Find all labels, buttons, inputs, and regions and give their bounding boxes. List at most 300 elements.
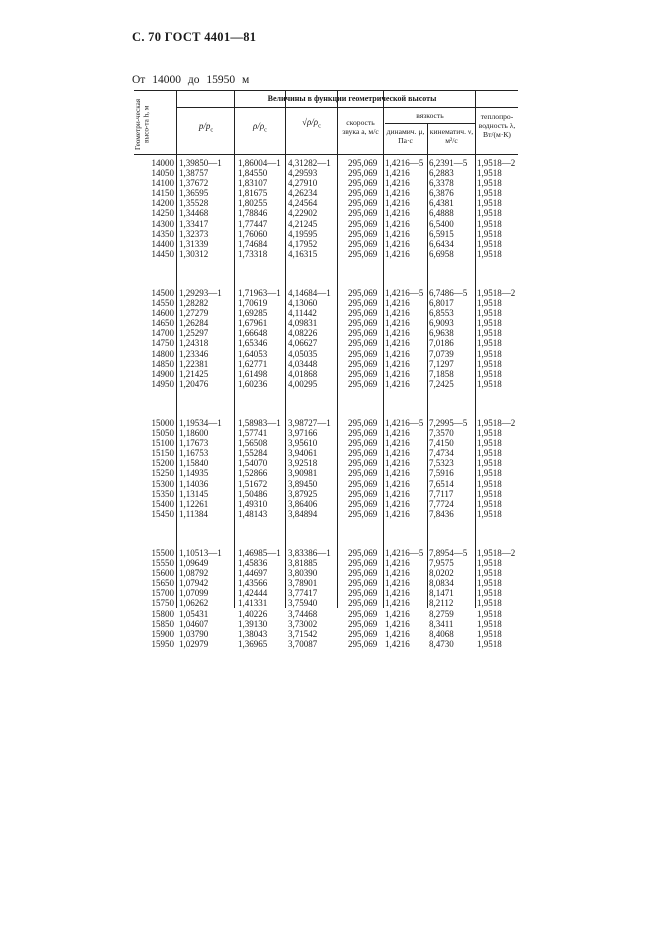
table-row <box>134 229 518 239</box>
table-cell: 295,069 <box>348 568 378 579</box>
table-cell: 295,069 <box>348 328 378 339</box>
table-row <box>134 568 518 578</box>
table-cell: 1,26284 <box>179 318 209 329</box>
table-cell: 1,4216 <box>385 578 410 589</box>
table-cell: 1,9518 <box>477 558 502 569</box>
table-cell: 14700 <box>151 328 174 339</box>
table-cell: 4,03448 <box>288 358 318 369</box>
table-cell: 1,31339 <box>179 238 209 249</box>
table-cell: 295,069 <box>348 318 378 329</box>
table-row <box>134 489 518 499</box>
table-cell: 3,70087 <box>288 638 318 649</box>
table-cell: 3,77417 <box>288 588 318 599</box>
table-cell: 3,94061 <box>288 448 318 459</box>
table-cell: 4,13060 <box>288 298 318 309</box>
table-cell: 3,87925 <box>288 488 318 499</box>
table-cell: 1,67961 <box>238 318 268 329</box>
table-cell: 1,4216—5 <box>385 158 424 168</box>
table-cell: 1,54070 <box>238 458 268 469</box>
table-cell: 1,40226 <box>238 608 268 619</box>
table-cell: 1,9518 <box>477 358 502 369</box>
table-cell: 1,07942 <box>179 578 209 589</box>
table-cell: 1,9518 <box>477 218 502 229</box>
table-cell: 6,9638 <box>429 328 454 339</box>
table-row <box>134 499 518 509</box>
table-cell: 15250 <box>151 468 174 479</box>
table-cell: 295,069 <box>348 348 378 359</box>
table-cell: 1,29293—1 <box>179 288 222 298</box>
table-cell: 1,57741 <box>238 428 268 439</box>
table-cell: 6,3876 <box>429 188 454 199</box>
table-cell: 1,38757 <box>179 168 209 179</box>
table-cell: 1,9518 <box>477 638 502 649</box>
table-cell: 1,70619 <box>238 298 268 309</box>
table-cell: 1,19534—1 <box>179 418 222 428</box>
table-cell: 1,04607 <box>179 618 209 629</box>
table-cell: 1,84550 <box>238 168 268 179</box>
table-cell: 1,73318 <box>238 248 268 259</box>
table-cell: 7,4734 <box>429 448 454 459</box>
table-cell: 14050 <box>151 168 174 179</box>
table-cell: 1,4216 <box>385 168 410 179</box>
table-cell: 1,9518 <box>477 238 502 249</box>
table-cell: 1,9518 <box>477 328 502 339</box>
table-cell: 295,069 <box>348 208 378 219</box>
table-cell: 1,9518 <box>477 598 502 609</box>
range-to: 15950 <box>206 74 236 86</box>
table-cell: 295,069 <box>348 438 378 449</box>
table-row <box>134 188 518 198</box>
table-cell: 8,4730 <box>429 638 454 649</box>
table-cell: 1,9518 <box>477 478 502 489</box>
table-cell: 1,4216—5 <box>385 288 424 298</box>
table-cell: 1,9518 <box>477 428 502 439</box>
table-cell: 6,8553 <box>429 308 454 319</box>
table-cell: 295,069 <box>348 488 378 499</box>
table-cell: 4,22902 <box>288 208 318 219</box>
table-cell: 295,069 <box>348 498 378 509</box>
table-cell: 1,08792 <box>179 568 209 579</box>
table-cell: 1,51672 <box>238 478 268 489</box>
table-cell: 15150 <box>151 448 174 459</box>
table-cell: 1,4216 <box>385 188 410 199</box>
table-cell: 1,78846 <box>238 208 268 219</box>
table-cell: 1,07099 <box>179 588 209 599</box>
table-cell: 14150 <box>151 188 174 199</box>
table-row <box>134 239 518 249</box>
table-cell: 1,20476 <box>179 378 209 389</box>
table-row <box>134 578 518 588</box>
table-cell: 295,069 <box>348 478 378 489</box>
table-cell: 15500 <box>151 548 174 558</box>
table-cell: 1,44697 <box>238 568 268 579</box>
table-cell: 1,4216 <box>385 218 410 229</box>
table-cell: 1,38043 <box>238 628 268 639</box>
table-cell: 7,4150 <box>429 438 454 449</box>
sound-speed-header: скорость звука a, м/с <box>342 118 379 136</box>
table-cell: 1,9518—2 <box>477 288 516 298</box>
table-cell: 295,069 <box>348 428 378 439</box>
table-cell: 15950 <box>151 638 174 649</box>
header-bottom-rule <box>134 154 518 155</box>
table-cell: 1,71963—1 <box>238 288 281 298</box>
table-cell: 1,4216 <box>385 358 410 369</box>
table-cell: 8,2112 <box>429 598 454 609</box>
table-cell: 7,0739 <box>429 348 454 359</box>
table-cell: 3,89450 <box>288 478 318 489</box>
table-cell: 6,8017 <box>429 298 454 309</box>
table-cell: 15200 <box>151 458 174 469</box>
table-cell: 7,8436 <box>429 508 454 519</box>
table-cell: 295,069 <box>348 558 378 569</box>
viscosity-group-header: вязкость <box>416 111 444 120</box>
table-cell: 295,069 <box>348 198 378 209</box>
table-cell: 14000 <box>151 158 174 168</box>
table-cell: 14900 <box>151 368 174 379</box>
table-cell: 1,4216 <box>385 308 410 319</box>
table-cell: 1,4216—5 <box>385 418 424 428</box>
table-cell: 15050 <box>151 428 174 439</box>
page-header: С. 70 ГОСТ 4401—81 <box>132 30 257 44</box>
table-cell: 1,69285 <box>238 308 268 319</box>
table-cell: 1,9518 <box>477 578 502 589</box>
table-cell: 1,43566 <box>238 578 268 589</box>
table-cell: 295,069 <box>348 168 378 179</box>
table-cell: 1,66648 <box>238 328 268 339</box>
table-cell: 295,069 <box>348 458 378 469</box>
table-cell: 1,22381 <box>179 358 209 369</box>
table-cell: 14450 <box>151 248 174 259</box>
table-cell: 1,17673 <box>179 438 209 449</box>
table-top-rule <box>134 90 518 91</box>
table-cell: 4,26234 <box>288 188 318 199</box>
table-cell: 1,80255 <box>238 198 268 209</box>
row-group <box>134 158 518 259</box>
table-row <box>134 609 518 619</box>
table-cell: 1,65346 <box>238 338 268 349</box>
table-cell: 1,30312 <box>179 248 209 259</box>
table-cell: 1,4216 <box>385 588 410 599</box>
table-cell: 295,069 <box>348 218 378 229</box>
table-cell: 1,23346 <box>179 348 209 359</box>
table-cell: 1,4216 <box>385 428 410 439</box>
table-row <box>134 178 518 188</box>
table-cell: 1,4216 <box>385 458 410 469</box>
table-cell: 1,32373 <box>179 228 209 239</box>
table-cell: 1,74684 <box>238 238 268 249</box>
height-range <box>132 74 253 86</box>
table-cell: 3,73002 <box>288 618 318 629</box>
table-row <box>134 298 518 308</box>
table-cell: 1,4216 <box>385 508 410 519</box>
table-cell: 1,9518—2 <box>477 418 516 428</box>
range-to-label: до <box>187 74 200 86</box>
table-cell: 1,4216 <box>385 608 410 619</box>
table-cell: 3,86406 <box>288 498 318 509</box>
table-cell: 4,09831 <box>288 318 318 329</box>
table-cell: 6,5915 <box>429 228 454 239</box>
table-cell: 1,06262 <box>179 598 209 609</box>
table-cell: 3,81885 <box>288 558 318 569</box>
table-row <box>134 619 518 629</box>
table-cell: 295,069 <box>348 508 378 519</box>
table-cell: 1,9518 <box>477 188 502 199</box>
table-cell: 3,92518 <box>288 458 318 469</box>
table-cell: 1,09649 <box>179 558 209 569</box>
table-cell: 14400 <box>151 238 174 249</box>
table-cell: 7,3570 <box>429 428 454 439</box>
table-row <box>134 208 518 218</box>
table-cell: 1,46985—1 <box>238 548 281 558</box>
table-cell: 15350 <box>151 488 174 499</box>
table-cell: 295,069 <box>348 448 378 459</box>
table-cell: 1,34468 <box>179 208 209 219</box>
atmosphere-table <box>134 90 518 649</box>
table-cell: 3,78901 <box>288 578 318 589</box>
table-cell: 1,9518 <box>477 348 502 359</box>
table-cell: 8,3411 <box>429 618 454 629</box>
table-row <box>134 468 518 478</box>
table-cell: 3,95610 <box>288 438 318 449</box>
table-cell: 3,90981 <box>288 468 318 479</box>
table-cell: 8,0834 <box>429 578 454 589</box>
table-cell: 1,4216 <box>385 208 410 219</box>
table-cell: 1,9518 <box>477 338 502 349</box>
table-cell: 1,45836 <box>238 558 268 569</box>
table-cell: 295,069 <box>348 638 378 649</box>
table-row <box>134 168 518 178</box>
table-cell: 8,2759 <box>429 608 454 619</box>
table-cell: 15300 <box>151 478 174 489</box>
table-cell: 1,4216 <box>385 568 410 579</box>
kinematic-viscosity-header: кинематич. ν, м²/с <box>429 127 474 145</box>
table-cell: 6,2391—5 <box>429 158 468 168</box>
table-cell: 1,9518 <box>477 468 502 479</box>
table-cell: 1,55284 <box>238 448 268 459</box>
table-cell: 1,14935 <box>179 468 209 479</box>
table-cell: 1,4216 <box>385 498 410 509</box>
table-cell: 3,75940 <box>288 598 318 609</box>
table-cell: 6,5400 <box>429 218 454 229</box>
table-cell: 1,9518 <box>477 448 502 459</box>
row-group <box>134 548 518 649</box>
table-cell: 1,4216 <box>385 238 410 249</box>
table-row <box>134 629 518 639</box>
range-from-label: От <box>132 74 146 86</box>
table-cell: 1,16753 <box>179 448 209 459</box>
table-cell: 6,7486—5 <box>429 288 468 298</box>
table-cell: 14500 <box>151 288 174 298</box>
table-row <box>134 308 518 318</box>
table-cell: 1,4216 <box>385 438 410 449</box>
table-cell: 1,52866 <box>238 468 268 479</box>
table-cell: 1,61498 <box>238 368 268 379</box>
table-cell: 1,81675 <box>238 188 268 199</box>
table-cell: 295,069 <box>348 418 378 428</box>
table-cell: 295,069 <box>348 298 378 309</box>
table-cell: 14550 <box>151 298 174 309</box>
table-cell: 1,9518 <box>477 168 502 179</box>
table-cell: 4,00295 <box>288 378 318 389</box>
table-cell: 4,24564 <box>288 198 318 209</box>
dynamic-viscosity-header: динамич. μ, Па·с <box>386 127 425 145</box>
table-cell: 1,9518 <box>477 568 502 579</box>
density-ratio-header: $\rho/\rho_c$ <box>253 121 267 134</box>
table-cell: 1,18600 <box>179 428 209 439</box>
table-cell: 295,069 <box>348 588 378 599</box>
table-row <box>134 158 518 168</box>
table-cell: 1,24318 <box>179 338 209 349</box>
table-cell: 295,069 <box>348 158 378 168</box>
table-cell: 4,06627 <box>288 338 318 349</box>
table-cell: 295,069 <box>348 308 378 319</box>
table-cell: 1,37672 <box>179 178 209 189</box>
table-cell: 1,41331 <box>238 598 268 609</box>
table-cell: 6,3378 <box>429 178 454 189</box>
table-cell: 1,35528 <box>179 198 209 209</box>
table-cell: 1,50486 <box>238 488 268 499</box>
thermal-conductivity-header: теплопро-водность λ, Вт/(м·К) <box>478 112 516 139</box>
table-cell: 4,17952 <box>288 238 318 249</box>
table-cell: 1,9518 <box>477 208 502 219</box>
table-cell: 1,9518 <box>477 628 502 639</box>
table-cell: 1,77447 <box>238 218 268 229</box>
table-cell: 295,069 <box>348 468 378 479</box>
table-row <box>134 438 518 448</box>
table-cell: 3,97166 <box>288 428 318 439</box>
table-cell: 1,9518—2 <box>477 548 516 558</box>
table-cell: 6,4888 <box>429 208 454 219</box>
table-cell: 7,7724 <box>429 498 454 509</box>
table-cell: 15800 <box>151 608 174 619</box>
table-cell: 4,08226 <box>288 328 318 339</box>
table-cell: 295,069 <box>348 368 378 379</box>
table-row <box>134 509 518 519</box>
table-cell: 295,069 <box>348 618 378 629</box>
table-cell: 1,76060 <box>238 228 268 239</box>
table-cell: 295,069 <box>348 358 378 369</box>
table-cell: 4,16315 <box>288 248 318 259</box>
table-cell: 6,6434 <box>429 238 454 249</box>
table-cell: 295,069 <box>348 238 378 249</box>
table-cell: 14100 <box>151 178 174 189</box>
table-cell: 1,4216 <box>385 298 410 309</box>
table-cell: 14800 <box>151 348 174 359</box>
table-cell: 7,2425 <box>429 378 454 389</box>
table-cell: 1,9518 <box>477 618 502 629</box>
table-cell: 1,49310 <box>238 498 268 509</box>
table-row <box>134 198 518 208</box>
table-cell: 1,9518 <box>477 308 502 319</box>
table-cell: 295,069 <box>348 338 378 349</box>
table-cell: 1,13145 <box>179 488 209 499</box>
table-cell: 4,27910 <box>288 178 318 189</box>
table-cell: 7,9575 <box>429 558 454 569</box>
table-cell: 14300 <box>151 218 174 229</box>
row-group <box>134 418 518 519</box>
table-cell: 8,4068 <box>429 628 454 639</box>
table-cell: 1,02979 <box>179 638 209 649</box>
table-cell: 1,14036 <box>179 478 209 489</box>
table-row <box>134 328 518 338</box>
table-cell: 15600 <box>151 568 174 579</box>
group-header: Величины в функции геометрической высоты <box>267 94 437 103</box>
table-cell: 1,27279 <box>179 308 209 319</box>
table-cell: 8,0202 <box>429 568 454 579</box>
table-cell: 1,4216 <box>385 378 410 389</box>
table-cell: 295,069 <box>348 608 378 619</box>
table-cell: 14350 <box>151 228 174 239</box>
group-header-rule <box>176 107 518 108</box>
table-cell: 1,9518 <box>477 498 502 509</box>
table-cell: 295,069 <box>348 628 378 639</box>
table-row <box>134 379 518 389</box>
table-cell: 1,4216 <box>385 598 410 609</box>
table-cell: 4,29593 <box>288 168 318 179</box>
table-cell: 14650 <box>151 318 174 329</box>
table-cell: 7,8954—5 <box>429 548 468 558</box>
table-cell: 14200 <box>151 198 174 209</box>
table-cell: 1,64053 <box>238 348 268 359</box>
table-cell: 4,19595 <box>288 228 318 239</box>
table-row <box>134 639 518 649</box>
table-row <box>134 219 518 229</box>
table-cell: 7,2995—5 <box>429 418 468 428</box>
table-row <box>134 418 518 428</box>
table-cell: 295,069 <box>348 548 378 558</box>
table-cell: 15750 <box>151 598 174 609</box>
table-cell: 1,9518 <box>477 438 502 449</box>
viscosity-header-rule <box>385 123 475 124</box>
table-cell: 14750 <box>151 338 174 349</box>
table-cell: 1,4216 <box>385 178 410 189</box>
table-cell: 1,58983—1 <box>238 418 281 428</box>
table-cell: 1,12261 <box>179 498 209 509</box>
table-cell: 3,98727—1 <box>288 418 331 428</box>
table-cell: 7,1297 <box>429 358 454 369</box>
table-cell: 15100 <box>151 438 174 449</box>
sqrt-density-ratio-header: $√\rho/\rho_c$ <box>302 117 321 130</box>
table-cell: 1,9518 <box>477 368 502 379</box>
table-row <box>134 598 518 608</box>
table-cell: 14850 <box>151 358 174 369</box>
table-cell: 1,28282 <box>179 298 209 309</box>
table-cell: 1,83107 <box>238 178 268 189</box>
table-cell: 1,4216 <box>385 228 410 239</box>
table-cell: 1,4216 <box>385 558 410 569</box>
table-cell: 1,86004—1 <box>238 158 281 168</box>
table-cell: 15550 <box>151 558 174 569</box>
table-cell: 14250 <box>151 208 174 219</box>
table-cell: 295,069 <box>348 188 378 199</box>
table-cell: 4,14684—1 <box>288 288 331 298</box>
table-cell: 1,4216 <box>385 468 410 479</box>
table-row <box>134 288 518 298</box>
table-row <box>134 479 518 489</box>
table-cell: 15850 <box>151 618 174 629</box>
table-cell: 295,069 <box>348 248 378 259</box>
pressure-ratio-header: $p/p_c$ <box>198 121 214 134</box>
table-cell: 1,4216 <box>385 628 410 639</box>
table-cell: 1,4216 <box>385 488 410 499</box>
table-cell: 1,9518 <box>477 228 502 239</box>
table-cell: 1,39850—1 <box>179 158 222 168</box>
table-cell: 1,9518—2 <box>477 158 516 168</box>
table-cell: 1,9518 <box>477 588 502 599</box>
table-cell: 1,9518 <box>477 458 502 469</box>
table-cell: 1,4216 <box>385 328 410 339</box>
table-cell: 1,9518 <box>477 248 502 259</box>
